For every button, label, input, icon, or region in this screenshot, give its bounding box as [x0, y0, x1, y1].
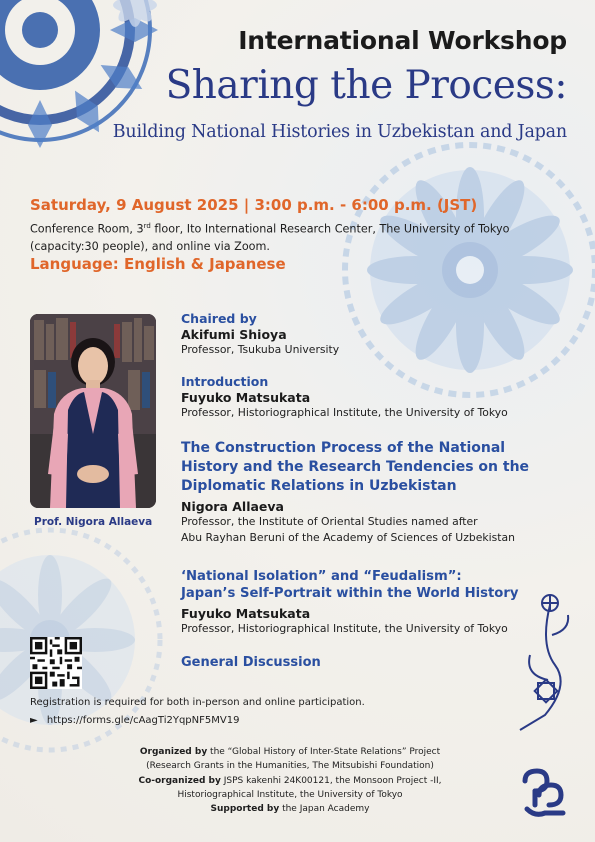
talk1-speaker: Nigora Allaeva	[181, 499, 284, 514]
venue-ordinal: rd	[143, 222, 151, 230]
project-logo-icon	[515, 765, 571, 821]
event-language: Language: English & Japanese	[30, 255, 286, 273]
floral-vine-decoration	[500, 585, 580, 735]
speaker-photo-illustration	[30, 314, 156, 508]
event-venue	[30, 218, 550, 255]
pre-title: International Workshop	[238, 26, 567, 55]
footer-credits	[0, 745, 580, 816]
talk1-title-line1: The Construction Process of the National	[181, 440, 506, 456]
organizer-line	[0, 745, 580, 759]
supported-by-label: Supported by	[210, 804, 280, 815]
intro-name: Fuyuko Matsukata	[181, 390, 311, 405]
talk1-title-line2: History and the Research Tendencies on the	[181, 459, 530, 475]
subtitle: Building National Histories in Uzbekistan and Japan	[112, 122, 567, 142]
chair-role: Chaired by	[181, 311, 257, 326]
talk1-title-line3: Diplomatic Relations in Uzbekistan	[181, 478, 457, 494]
talk2-title-line1: ‘National Isolation” and “Feudalism”:	[181, 569, 462, 584]
speaker-photo	[30, 314, 156, 508]
organized-by-text: the “Global History of Inter-State Relations” Project	[207, 747, 441, 757]
chair-section	[181, 311, 339, 358]
intro-affiliation: Professor, Historiographical Institute, the University of Tokyo	[181, 406, 508, 419]
organizer-line2: (Research Grants in the Humanities, The Mitsubishi Foundation)	[146, 761, 434, 772]
mandala-right-decoration	[340, 140, 595, 400]
general-discussion: General Discussion	[181, 655, 321, 670]
discussion-section	[181, 655, 321, 670]
supporter-line	[0, 802, 580, 816]
talk1-affiliation-line1: Professor, the Institute of Oriental Studies named after	[181, 515, 478, 528]
supported-by-text: the Japan Academy	[279, 804, 370, 815]
talk1-affiliation-line2: Abu Rayhan Beruni of the Academy of Sciences of Uzbekistan	[181, 531, 515, 544]
event-date-time: Saturday, 9 August 2025 | 3:00 p.m. - 6:00 p.m. (JST)	[30, 196, 478, 214]
talk2-section	[181, 568, 518, 637]
main-title: Sharing the Process:	[165, 63, 567, 108]
chair-name: Akifumi Shioya	[181, 327, 287, 342]
mandala-top-left-petals	[100, 0, 170, 40]
talk2-speaker: Fuyuko Matsukata	[181, 606, 311, 621]
registration-note: Registration is required for both in-person and online participation.	[30, 697, 365, 708]
photo-caption: Prof. Nigora Allaeva	[34, 516, 153, 528]
talk1-section	[181, 439, 529, 546]
registration-url-link[interactable]: https://forms.gle/cAagTi2YqpNF5MV19	[46, 715, 240, 726]
arrow-icon: ►	[30, 715, 38, 726]
intro-role: Introduction	[181, 374, 269, 389]
venue-text-b: floor, Ito International Research Center, The University of Tokyo	[150, 222, 510, 236]
venue-text-line2: (capacity:30 people), and online via Zoom.	[30, 239, 270, 253]
co-organized-by-label: Co-organized by	[138, 775, 221, 786]
co-organized-by-text: JSPS kakenhi 24K00121, the Monsoon Project -II,	[220, 775, 442, 786]
coorganizer-line	[0, 774, 580, 788]
chair-affiliation: Professor, Tsukuba University	[181, 343, 340, 356]
talk2-affiliation: Professor, Historiographical Institute, the University of Tokyo	[181, 622, 508, 635]
intro-section	[181, 374, 508, 421]
registration-link-row	[30, 715, 239, 726]
talk2-title-line2: Japan’s Self-Portrait within the World History	[181, 586, 519, 601]
qr-code[interactable]	[30, 637, 82, 689]
coorganizer-line2: Historiographical Institute, the University of Tokyo	[177, 789, 403, 800]
venue-text-a: Conference Room, 3	[30, 222, 144, 236]
organized-by-label: Organized by	[139, 747, 208, 757]
